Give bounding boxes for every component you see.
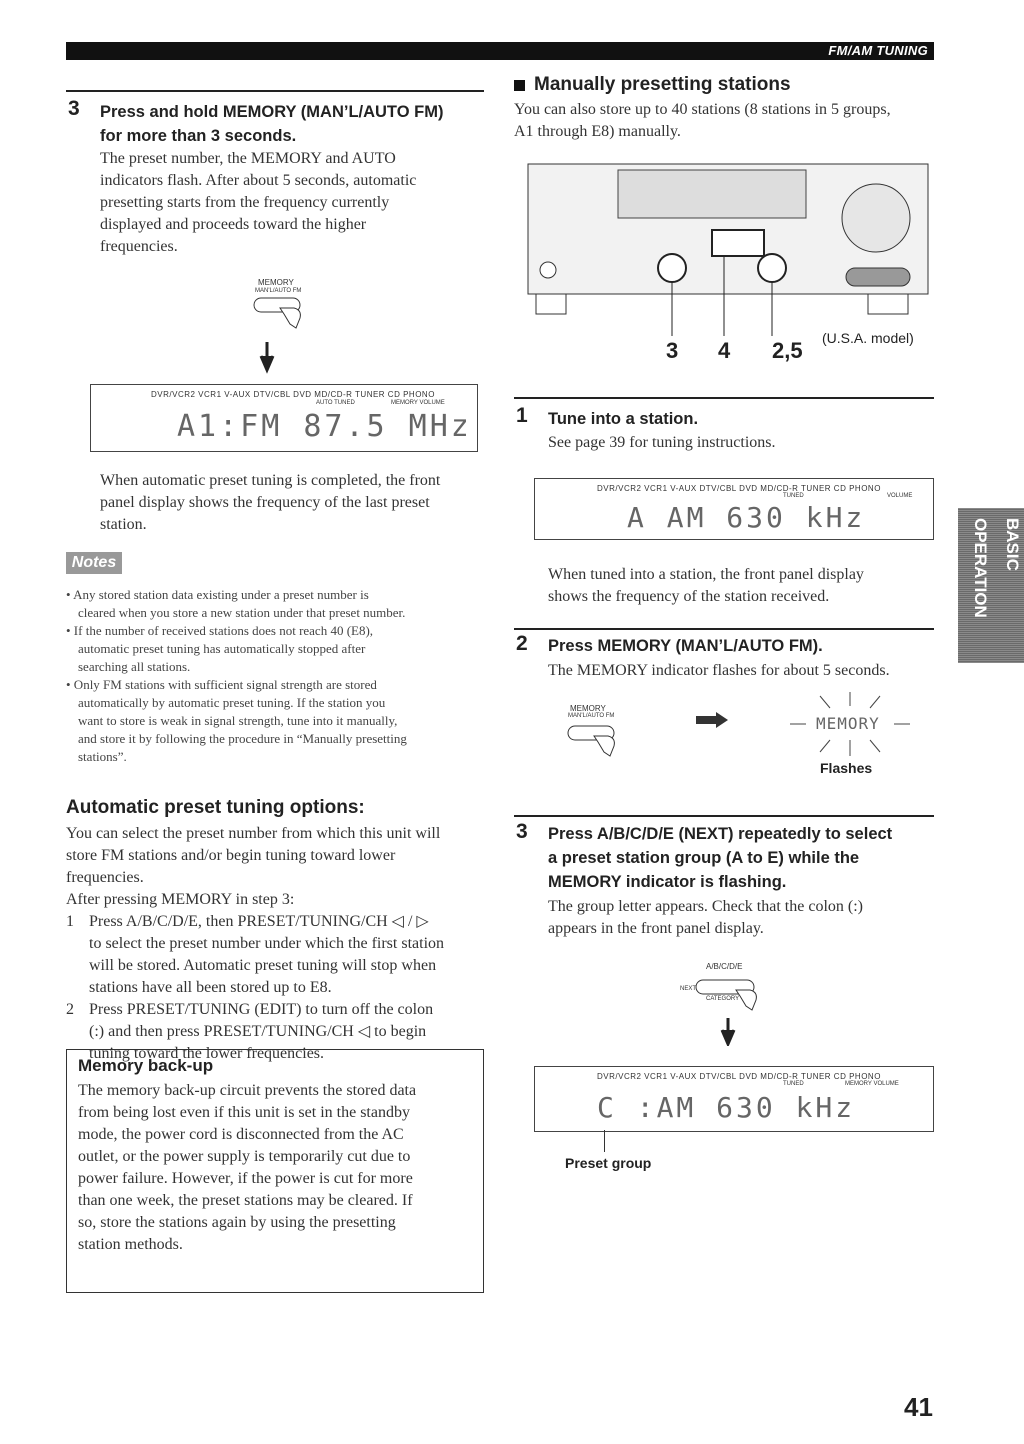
section-heading: Manually presetting stations [534,74,791,95]
step-number: 3 [68,97,80,120]
button-sublabel: MAN'L/AUTO FM [568,713,615,719]
finger-icon [280,308,300,328]
memory-backup-body: The memory back-up circuit prevents the stored data from being lost even if this unit is set in the standby mode, the power cord is disconnected from the AC outlet, or the power supply is temporarily cut due to power failure. However, if the power is cut for more than one week, the preset stations may be cleared. If so, store the stations again by using the presetting station methods. [78,1082,417,1253]
memory-backup-box [66,1049,484,1293]
display-window [618,170,806,218]
step-heading: Press MEMORY (MAN’L/AUTO FM). [548,637,823,655]
button-inner-label: CATEGORY [706,996,740,1002]
front-panel-display: DVR/VCR2 VCR1 V-AUX DTV/CBL DVD MD/CD-R TUNER CD PHONO TUNED VOLUME A AM 630 kHz [534,478,934,540]
divider [66,90,484,92]
memory-indicator: MEMORY [816,714,880,733]
button-label: A/B/C/D/E [706,962,743,971]
input-selector [846,268,910,286]
section-side-tab: BASIC OPERATION [958,508,1024,663]
section-heading: Automatic preset tuning options: [66,797,365,818]
step-heading: Tune into a station. [548,410,699,428]
callout-number: 3 [666,338,679,363]
step-body: See page 39 for tuning instructions. [548,434,776,451]
step-number: 1 [516,404,528,427]
notes-title: Notes [66,552,122,574]
square-bullet-icon [514,80,525,91]
section-intro: You can also store up to 40 stations (8 stations in 5 groups, A1 through E8) manually. [514,101,891,140]
flashes-caption: Flashes [820,760,873,776]
step-after-text: When tuned into a station, the front panel display shows the frequency of the station received. [548,566,864,605]
front-panel-display: DVR/VCR2 VCR1 V-AUX DTV/CBL DVD MD/CD-R TUNER CD PHONO AUTO TUNED MEMORY VOLUME A1:FM 87.5 MHz [90,384,478,452]
power-button [540,262,556,278]
divider [514,397,934,399]
step-heading: Press and hold MEMORY (MAN’L/AUTO FM) for more than 3 seconds. [100,103,444,145]
step-heading: Press A/B/C/D/E (NEXT) repeatedly to select a preset station group (A to E) while the MEMORY indicator is flashing. [548,825,893,891]
page-number: 41 [904,1392,933,1422]
options-item-number: 1 [66,913,74,930]
button-label: MEMORY [570,704,606,713]
options-item: Press PRESET/TUNING (EDIT) to turn off the colon (:) and then press PRESET/TUNING/CH ◁ to begin tuning toward the lower frequencies. [89,1001,434,1062]
front-panel-display: DVR/VCR2 VCR1 V-AUX DTV/CBL DVD MD/CD-R TUNER CD PHONO TUNED MEMORY VOLUME C :AM 630 kHz [534,1066,934,1132]
arrow-right-icon [694,712,730,728]
list-item: • Any stored station data existing under a preset number is cleared when you store a new station under that preset number. [66,587,406,620]
arrow-down-icon [261,342,273,370]
list-item: • If the number of received stations does not reach 40 (E8), automatic preset tuning has automatically stopped after searching all stations. [66,623,374,674]
model-caption: (U.S.A. model) [822,330,914,346]
step-body: The MEMORY indicator flashes for about 5 seconds. [548,662,890,679]
receiver-front-panel [522,158,934,338]
memory-button-illustration [250,294,320,384]
notes-list [66,586,486,766]
button-sublabel: MAN'L/AUTO FM [255,288,302,294]
memory-backup-title: Memory back-up [78,1056,214,1075]
volume-knob [842,184,910,252]
preset-group-caption: Preset group [565,1155,652,1171]
callout-number: 4 [718,338,731,363]
list-item: • Only FM stations with sufficient signal strength are stored automatically by automatic preset tuning. If the station you want to store is weak in signal strength, tune into it manually, and store it by following the procedure in “Manually presetting stations”. [66,677,407,764]
memory-button [658,254,686,282]
step-body: The group letter appears. Check that the colon (:) appears in the front panel display. [548,898,863,937]
foot [536,294,566,314]
header-bar [66,42,934,60]
arrow-down-icon [718,1016,738,1046]
step-number: 2 [516,632,528,655]
divider [514,628,934,630]
options-intro: You can select the preset number from which this unit will store FM stations and/or begin tuning toward lower frequencies. After pressing MEMORY in step 3: [66,825,441,908]
button-side-label: NEXT [680,986,697,992]
finger-icon [594,736,614,756]
preset-buttons [712,230,764,256]
memory-button-illustration [564,720,634,762]
result-text: When automatic preset tuning is completed, the front panel display shows the frequency of the last preset station. [100,472,441,533]
section-label: FM/AM TUNING [828,43,928,58]
options-item: Press A/B/C/D/E, then PRESET/TUNING/CH ◁ / ▷ to select the preset number under which the first station will be stored. Automatic preset tuning will stop when stations have all been stored up to E8. [89,913,445,996]
tuning-button [758,254,786,282]
foot [868,294,908,314]
options-item-number: 2 [66,1001,74,1018]
divider [514,815,934,817]
callout-line [604,1130,605,1152]
callout-number: 2,5 [772,338,803,363]
step-number: 3 [516,820,528,843]
step-body: The preset number, the MEMORY and AUTO indicators flash. After about 5 seconds, automatic presetting starts from the frequency currently displayed and proceeds toward the higher frequencies. [100,150,417,255]
button-label: MEMORY [258,278,294,287]
